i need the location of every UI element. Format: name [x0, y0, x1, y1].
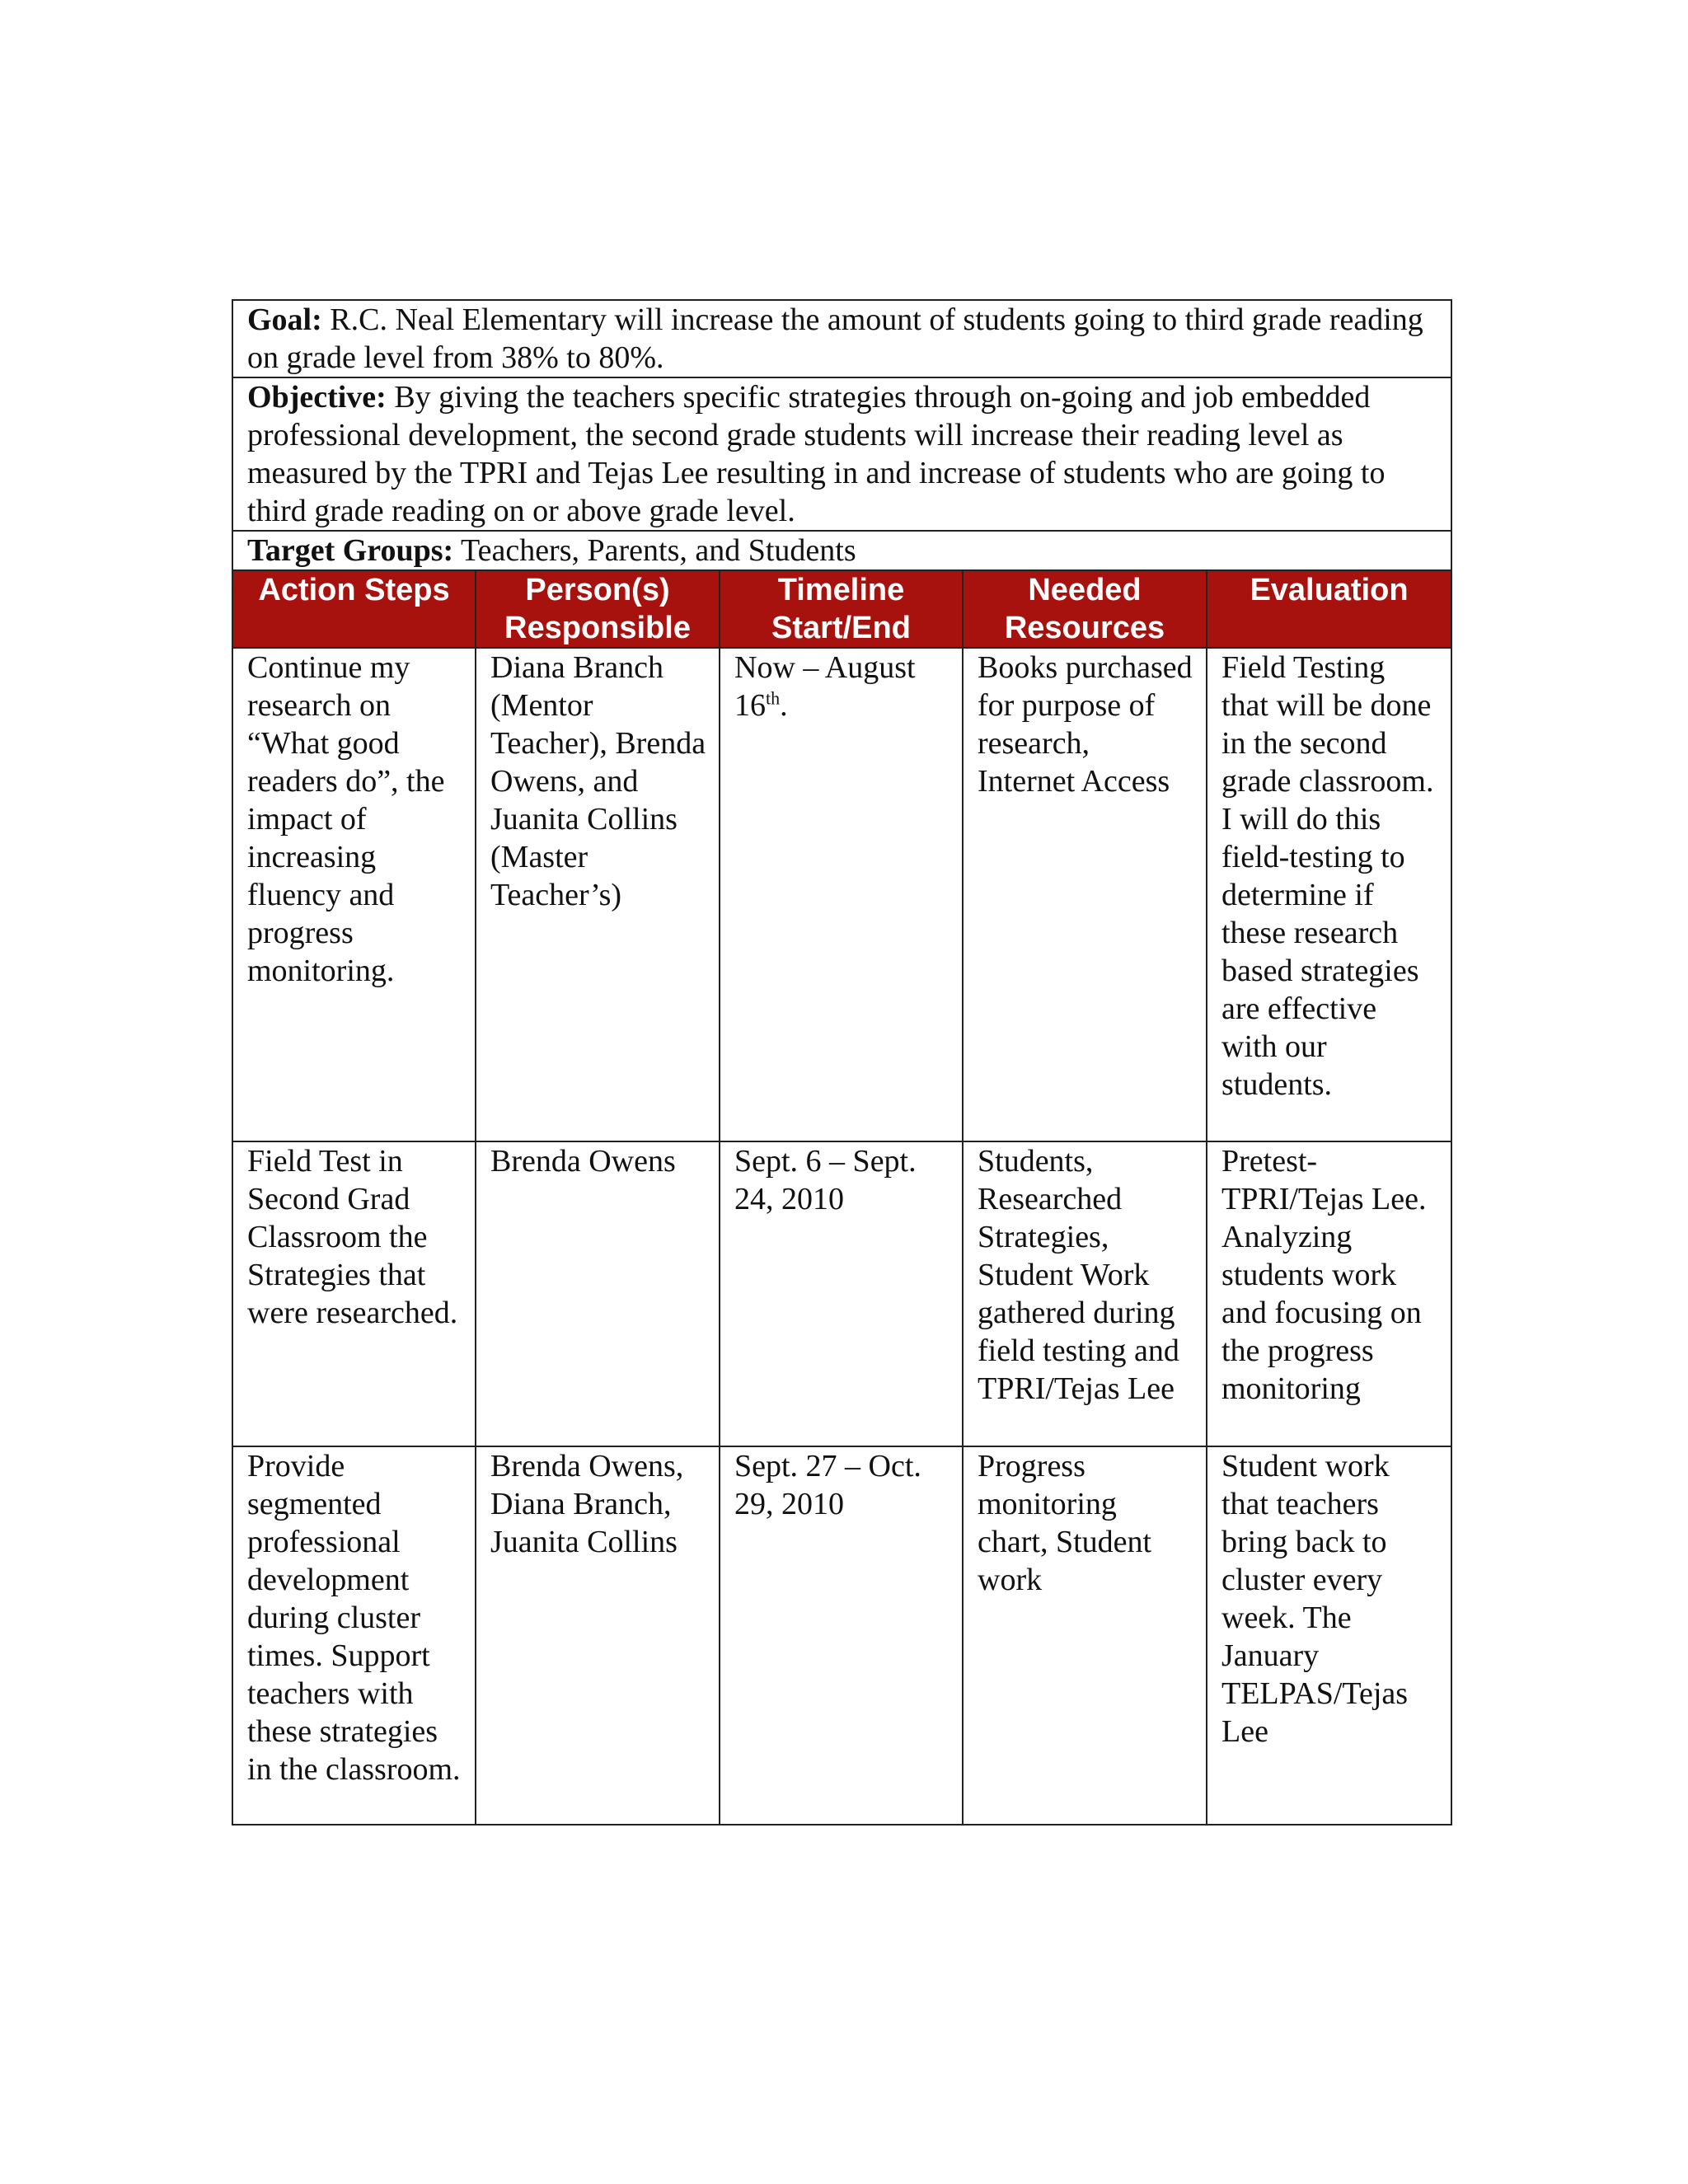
- goal-text: R.C. Neal Elementary will increase the amount of students going to third grade reading on grade level from 38% to 80%.: [247, 302, 1423, 375]
- goal-cell: [232, 300, 1451, 377]
- evaluation-cell: Field Testing that will be done in the second grade classroom. I will do this field-testing to determine if these research based strategies are effective with our students.: [1207, 648, 1451, 1141]
- evaluation-cell: Student work that teachers bring back to cluster every week. The January TELPAS/Tejas Lee: [1207, 1446, 1451, 1825]
- timeline-cell: Sept. 6 – Sept. 24, 2010: [720, 1141, 963, 1446]
- timeline-cell: Sept. 27 – Oct. 29, 2010: [720, 1446, 963, 1825]
- objective-text: By giving the teachers specific strategies through on-going and job embedded professional development, the second grade students will increase their reading level as measured by the TPRI and Tejas Lee resulting in and increase of students who are going to third grade reading on or above grade level.: [247, 380, 1386, 528]
- target-groups-label: Target Groups:: [247, 533, 454, 568]
- column-header-timeline: Timeline Start/End: [720, 570, 963, 648]
- table-row: [232, 648, 1451, 1141]
- column-header-persons-responsible: Person(s) Responsible: [476, 570, 720, 648]
- objective-label: Objective:: [247, 380, 387, 415]
- evaluation-cell: Pretest-TPRI/Tejas Lee. Analyzing students work and focusing on the progress monitoring: [1207, 1141, 1451, 1446]
- action-steps-cell: Continue my research on “What good readers do”, the impact of increasing fluency and progress monitoring.: [232, 648, 476, 1141]
- goal-label: Goal:: [247, 302, 322, 337]
- needed-resources-cell: Progress monitoring chart, Student work: [963, 1446, 1207, 1825]
- column-header-evaluation: Evaluation: [1207, 570, 1451, 648]
- objective-cell: [232, 377, 1451, 531]
- action-plan-table: [232, 299, 1452, 1825]
- timeline-cell: Now – August 16th.: [720, 648, 963, 1141]
- target-groups-row: [232, 531, 1451, 570]
- persons-responsible-cell: Diana Branch (Mentor Teacher), Brenda Owens, and Juanita Collins (Master Teacher’s): [476, 648, 720, 1141]
- persons-responsible-cell: Brenda Owens, Diana Branch, Juanita Collins: [476, 1446, 720, 1825]
- target-groups-text: Teachers, Parents, and Students: [461, 533, 856, 568]
- goal-row: [232, 300, 1451, 377]
- needed-resources-cell: Students, Researched Strategies, Student Work gathered during field testing and TPRI/Tejas Lee: [963, 1141, 1207, 1446]
- column-header-needed-resources: Needed Resources: [963, 570, 1207, 648]
- action-steps-cell: Provide segmented professional development during cluster times. Support teachers with these strategies in the classroom.: [232, 1446, 476, 1825]
- persons-responsible-cell: Brenda Owens: [476, 1141, 720, 1446]
- table-header-row: [232, 570, 1451, 648]
- column-header-action-steps: Action Steps: [232, 570, 476, 648]
- target-groups-cell: [232, 531, 1451, 570]
- needed-resources-cell: Books purchased for purpose of research, Internet Access: [963, 648, 1207, 1141]
- objective-row: [232, 377, 1451, 531]
- table-row: [232, 1446, 1451, 1825]
- action-steps-cell: Field Test in Second Grad Classroom the Strategies that were researched.: [232, 1141, 476, 1446]
- table-row: [232, 1141, 1451, 1446]
